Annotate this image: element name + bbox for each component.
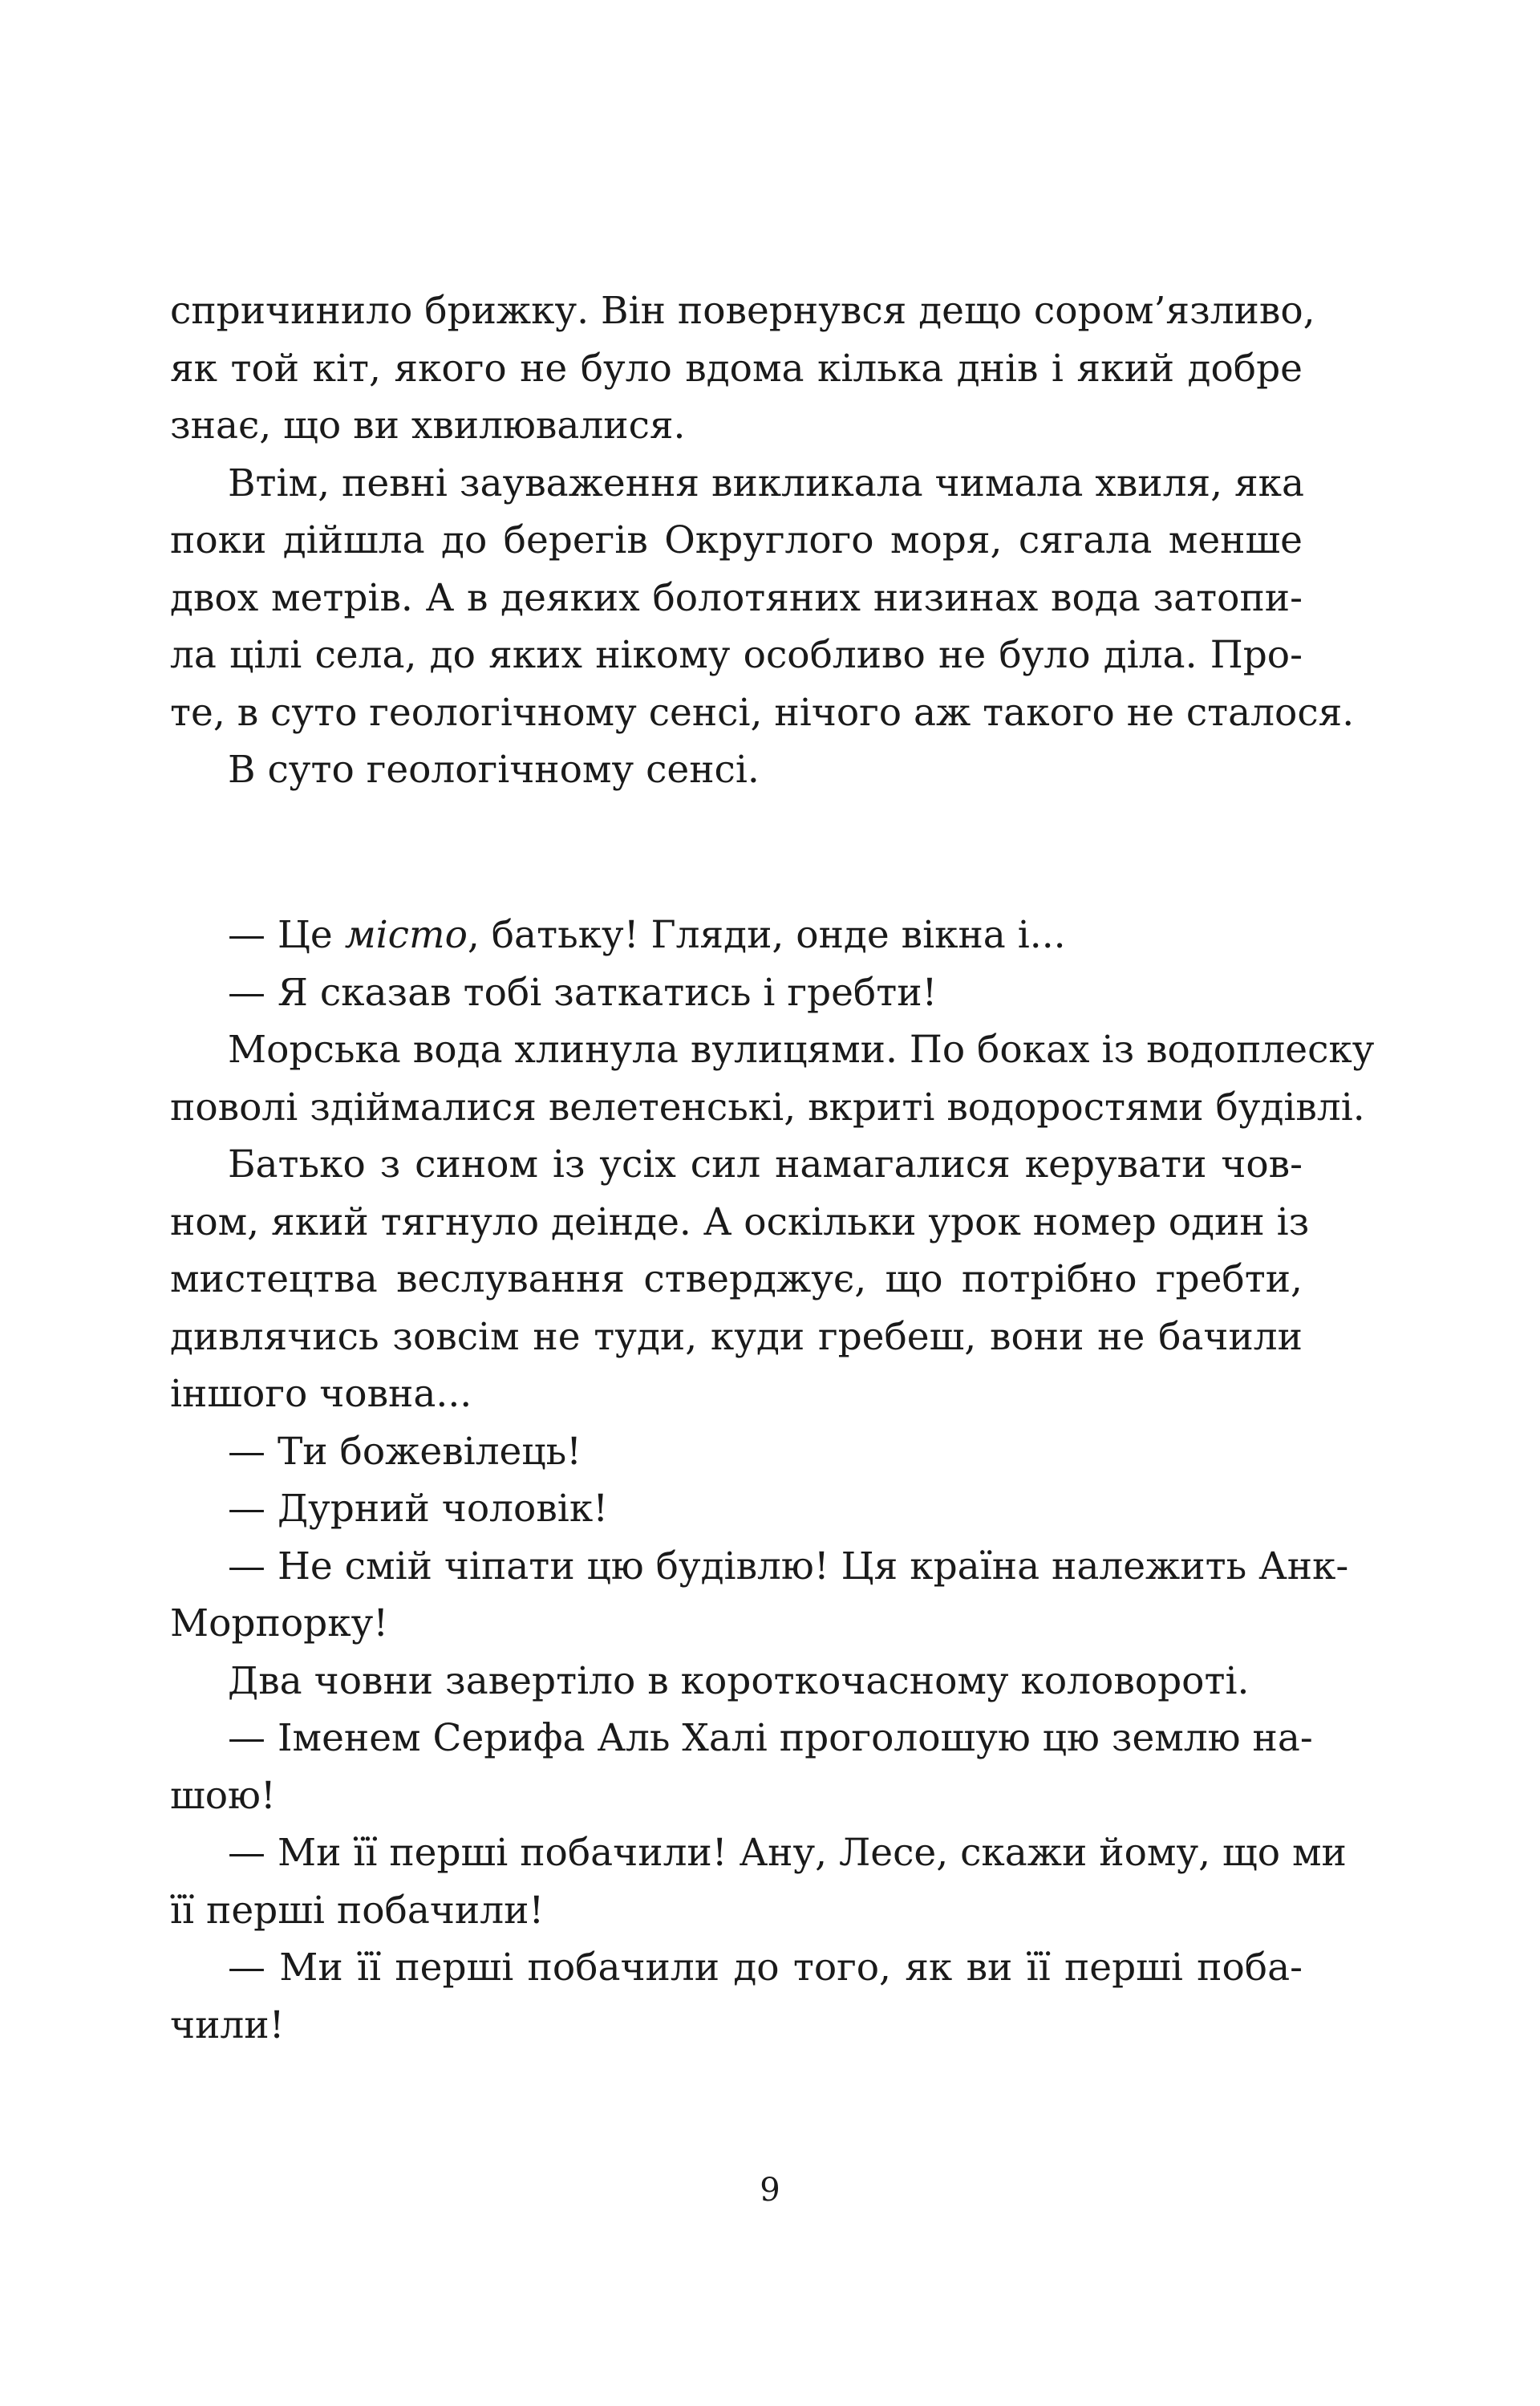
italic-word: місто [344, 913, 468, 957]
text-line: мистецтва веслування стверджує, що потрібно гребти, [170, 1257, 1303, 1301]
text-line: — Дурний чоловік! [228, 1487, 609, 1531]
text-line: Батько з сином із усіх сил намагалися керувати чов- [228, 1142, 1303, 1187]
text-line: поволі здіймалися велетенські, вкриті водоростями будівлі. [170, 1085, 1365, 1130]
text-line: дивлячись зовсім не туди, куди гребеш, вони не бачили [170, 1314, 1303, 1359]
text-line: знає, що ви хвилювалися. [170, 404, 686, 448]
text-line: її перші побачили! [170, 1888, 545, 1933]
text-line: — Я сказав тобі заткатись і гребти! [228, 970, 938, 1015]
text-line: Морпорку! [170, 1601, 389, 1645]
text-run: — Це [228, 913, 345, 957]
text-line: як той кіт, якого не було вдома кілька днів і який добре [170, 346, 1303, 391]
text-line: ном, який тягнуло деінде. А оскільки урок номер один із [170, 1199, 1310, 1244]
text-run: , батьку! Гляди, онде вікна і... [467, 913, 1066, 957]
text-line: двох метрів. А в деяких болотяних низинах вода затопи- [170, 575, 1303, 620]
text-line: ла цілі села, до яких нікому особливо не було діла. Про- [170, 633, 1303, 677]
text-line: Морська вода хлинула вулицями. По боках із водоплеску [228, 1028, 1375, 1072]
text-line: — Не смій чіпати цю будівлю! Ця країна належить Анк- [228, 1544, 1349, 1588]
text-line: В суто геологічному сенсі. [228, 748, 760, 792]
text-line: — Ми її перші побачили до того, як ви її перші поба- [228, 1945, 1303, 1990]
text-line: чили! [170, 2002, 285, 2047]
text-line [170, 907, 1303, 964]
text-line: спричинило брижку. Він повернувся дещо сором’язливо, [170, 289, 1315, 333]
text-section-2 [170, 907, 1375, 2054]
text-line: шою! [170, 1773, 276, 1818]
text-section-1 [170, 282, 1355, 799]
text-line: — Іменем Серифа Аль Халі проголошую цю землю на- [228, 1716, 1313, 1760]
text-line: — Ти божевілець! [228, 1429, 582, 1474]
text-line: Два човни завертіло в короткочасному коловороті. [228, 1658, 1250, 1703]
text-line: те, в суто геологічному сенсі, нічого аж такого не сталося. [170, 690, 1355, 735]
text-line: іншого човна... [170, 1372, 472, 1416]
text-line: — Ми її перші побачили! Ану, Лесе, скажи йому, що ми [228, 1831, 1347, 1875]
page-number: 9 [760, 2172, 780, 2209]
text-line: Втім, певні зауваження викликала чимала хвиля, яка [228, 461, 1305, 505]
text-line: поки дійшла до берегів Округлого моря, сягала менше [170, 518, 1303, 562]
